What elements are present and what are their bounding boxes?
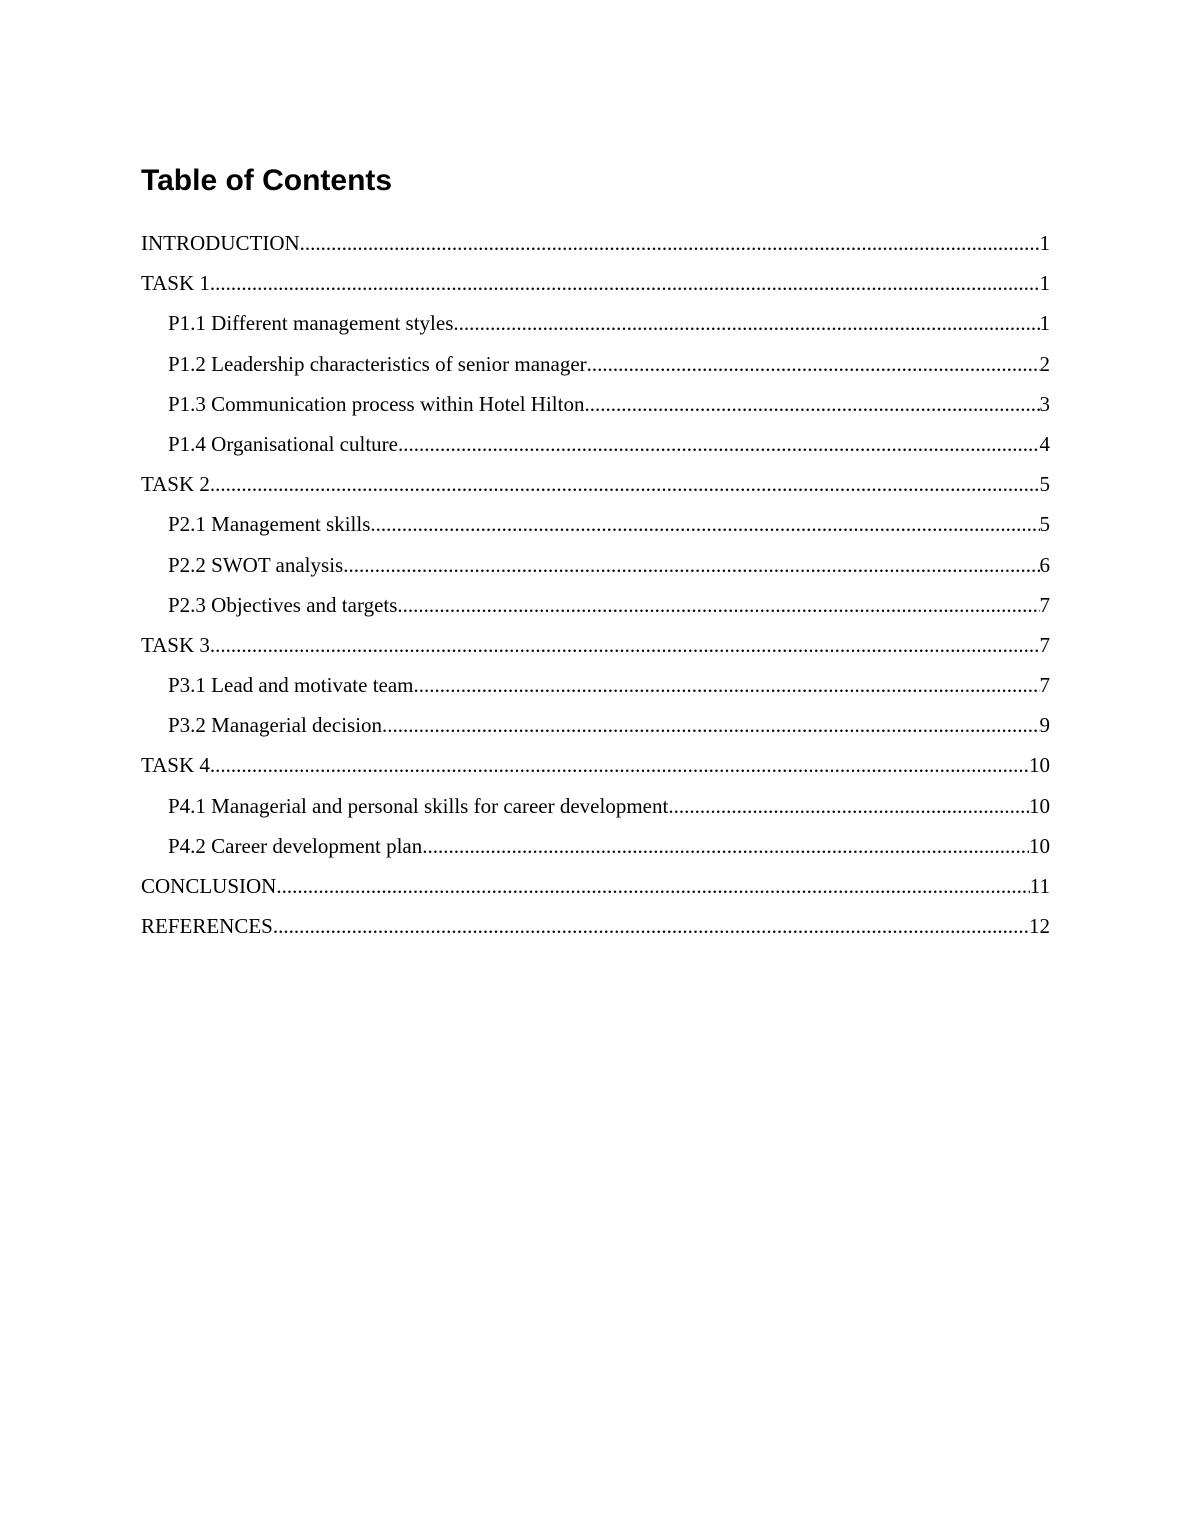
toc-dot-leader [453, 304, 1039, 342]
toc-entry-label: P1.3 Communication process within Hotel Hilton [168, 391, 585, 416]
toc-page-number: 10 [1029, 753, 1050, 778]
toc-entry-task-2[interactable] [141, 465, 1050, 505]
toc-dot-leader [414, 666, 1040, 704]
toc-entry-p2-1[interactable] [141, 505, 1050, 545]
toc-page-number: 2 [1039, 351, 1050, 376]
toc-page-number: 7 [1039, 632, 1050, 657]
toc-page-number: 4 [1039, 431, 1050, 456]
toc-title: Table of Contents [141, 164, 393, 197]
toc-page-number: 3 [1039, 391, 1050, 416]
toc-dot-leader [398, 425, 1040, 463]
toc-page-number: 1 [1039, 311, 1050, 336]
toc-entry-label: TASK 4 [141, 753, 210, 778]
toc-entry-label: P3.2 Managerial decision [168, 713, 383, 738]
toc-entry-introduction[interactable] [141, 224, 1050, 264]
toc-entry-label: INTRODUCTION [141, 231, 300, 255]
toc-page-number: 7 [1039, 592, 1050, 617]
toc-dot-leader [276, 867, 1029, 905]
toc-dot-leader [210, 746, 1029, 784]
toc-entry-p1-2[interactable] [141, 345, 1050, 385]
toc-entry-task-1[interactable] [141, 264, 1050, 304]
toc-dot-leader [382, 706, 1039, 744]
toc-entry-p2-2[interactable] [141, 546, 1050, 586]
toc-entry-p1-3[interactable] [141, 385, 1050, 425]
toc-page-number: 10 [1029, 793, 1050, 818]
toc-entry-label: TASK 1 [141, 271, 210, 296]
toc-entry-label: P2.2 SWOT analysis [168, 552, 344, 577]
toc-dot-leader [584, 385, 1039, 423]
toc-entry-p3-2[interactable] [141, 706, 1050, 746]
toc-page-number: 5 [1039, 472, 1050, 497]
toc-entry-label: TASK 3 [141, 632, 210, 657]
toc-page-number: 1 [1039, 231, 1050, 255]
toc-entry-label: P1.4 Organisational culture [168, 431, 398, 456]
toc-entry-p1-4[interactable] [141, 425, 1050, 465]
toc-page-number: 1 [1039, 271, 1050, 296]
toc-page-number: 10 [1029, 833, 1050, 858]
toc-dot-leader [210, 264, 1040, 302]
toc-entry-label: P4.1 Managerial and personal skills for career development [168, 793, 669, 818]
toc-dot-leader [370, 505, 1039, 543]
toc-page-number: 9 [1039, 713, 1050, 738]
toc-entry-p2-3[interactable] [141, 586, 1050, 626]
toc-entry-label: REFERENCES [141, 914, 273, 939]
toc-entry-p3-1[interactable] [141, 666, 1050, 706]
toc-entry-label: P1.1 Different management styles [168, 311, 454, 336]
toc-list [141, 224, 1050, 947]
toc-page-number: 5 [1039, 512, 1050, 537]
toc-dot-leader [422, 827, 1029, 865]
toc-dot-leader [668, 787, 1029, 825]
toc-entry-p4-1[interactable] [141, 787, 1050, 827]
toc-page-number: 11 [1029, 874, 1050, 898]
toc-entry-label: P2.1 Management skills [168, 512, 371, 537]
toc-page-number: 7 [1039, 673, 1050, 698]
toc-entry-task-3[interactable] [141, 626, 1050, 666]
toc-entry-label: P3.1 Lead and motivate team [168, 673, 414, 698]
toc-page-number: 6 [1039, 552, 1050, 577]
toc-entry-references[interactable] [141, 907, 1050, 947]
toc-entry-task-4[interactable] [141, 746, 1050, 786]
toc-dot-leader [587, 345, 1040, 383]
toc-dot-leader [210, 465, 1040, 503]
toc-entry-label: P4.2 Career development plan [168, 833, 423, 858]
toc-entry-conclusion[interactable] [141, 867, 1050, 907]
toc-entry-label: P1.2 Leadership characteristics of senior manager [168, 351, 587, 376]
toc-entry-label: TASK 2 [141, 472, 210, 497]
toc-dot-leader [210, 626, 1040, 664]
toc-dot-leader [273, 907, 1029, 945]
toc-entry-label: P2.3 Objectives and targets [168, 592, 398, 617]
toc-dot-leader [300, 224, 1040, 262]
toc-page-number: 12 [1029, 914, 1050, 939]
toc-entry-p1-1[interactable] [141, 304, 1050, 344]
toc-dot-leader [343, 546, 1039, 584]
toc-entry-p4-2[interactable] [141, 827, 1050, 867]
toc-dot-leader [397, 586, 1039, 624]
toc-entry-label: CONCLUSION [141, 874, 277, 898]
